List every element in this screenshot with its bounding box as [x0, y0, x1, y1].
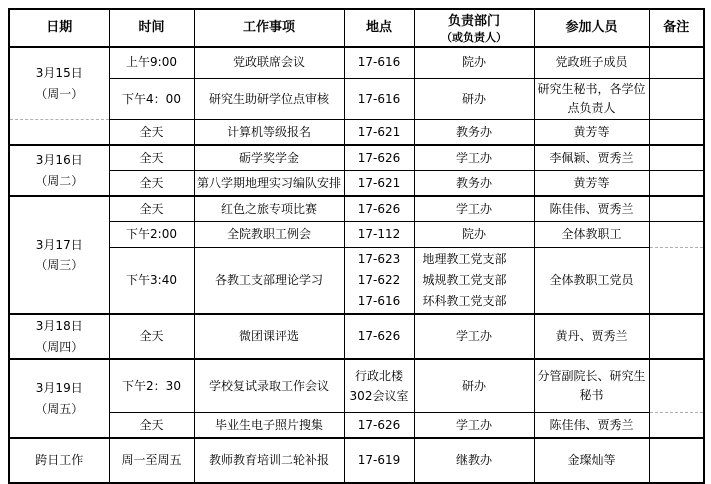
cell-place: [344, 359, 414, 413]
cell-date: [9, 314, 109, 359]
cell-note: [649, 359, 704, 413]
cell-place: 17-616: [344, 47, 414, 79]
place-line: 17-616: [357, 294, 401, 309]
cell-note: [649, 248, 704, 315]
place-line: 17-623: [357, 252, 401, 267]
header-cell-place: 地点: [344, 9, 414, 47]
cell-dept: 教务办: [414, 120, 534, 146]
cell-task: 第八学期地理实习编队安排: [194, 171, 344, 197]
cell-date: [9, 196, 109, 314]
cell-dept: 继教办: [414, 438, 534, 483]
cell-task: 毕业生电子照片搜集: [194, 413, 344, 439]
cell-note: [649, 120, 704, 146]
cell-time: 全天: [109, 413, 194, 439]
cell-time: 下午2:00: [109, 222, 194, 248]
cell-time: 上午9:00: [109, 47, 194, 79]
cell-dept: 院办: [414, 222, 534, 248]
table-row: [9, 222, 704, 248]
date-line1: 3月17日: [35, 237, 83, 252]
dept-line: 城规教工党支部: [422, 273, 507, 288]
cell-task: 全院教职工例会: [194, 222, 344, 248]
table-row: [9, 413, 704, 439]
cell-place: 17-626: [344, 413, 414, 439]
cell-task: 党政联席会议: [194, 47, 344, 79]
dept-line: 地理教工党支部: [422, 252, 507, 267]
date-line1: 3月19日: [35, 381, 83, 396]
cell-time: 全天: [109, 196, 194, 222]
cell-time: 下午2：30: [109, 359, 194, 413]
cell-time: 下午3:40: [109, 248, 194, 315]
cell-place: 17-616: [344, 79, 414, 120]
header-cell-date: 日期: [9, 9, 109, 47]
cell-task: 微团课评选: [194, 314, 344, 359]
cell-participants: 全体教职工党员: [534, 248, 649, 315]
header-cell-time: 时间: [109, 9, 194, 47]
cell-time: 全天: [109, 171, 194, 197]
header-cell-dept: [414, 9, 534, 47]
cell-date: [9, 359, 109, 438]
table-row: [9, 47, 704, 79]
cell-dept: 院办: [414, 47, 534, 79]
cell-task: 教师教育培训二轮补报: [194, 438, 344, 483]
work-schedule-table: [8, 8, 705, 484]
table-row: [9, 314, 704, 359]
cell-note: [649, 438, 704, 483]
date-line1: 3月15日: [35, 66, 83, 81]
cell-participants: 黄芳等: [534, 171, 649, 197]
date-line2: （周二）: [35, 173, 84, 188]
header-cell-task: 工作事项: [194, 9, 344, 47]
header-cell-people: 参加人员: [534, 9, 649, 47]
cell-place: 17-619: [344, 438, 414, 483]
cell-time: 全天: [109, 145, 194, 171]
header-dept-sub: （或负责人）: [441, 30, 507, 44]
cell-time: 全天: [109, 120, 194, 146]
cell-date: [9, 120, 109, 146]
place-line1: 行政北楼: [354, 368, 403, 383]
cell-participants: 黄丹、贾秀兰: [534, 314, 649, 359]
table-row: [9, 145, 704, 171]
cell-time: 周一至周五: [109, 438, 194, 483]
date-line1: 3月18日: [35, 319, 83, 334]
cell-date: 跨日工作: [9, 438, 109, 483]
place-line2: 302会议室: [349, 389, 409, 404]
place-line: 17-622: [357, 273, 401, 288]
cell-participants: 李佩颖、贾秀兰: [534, 145, 649, 171]
table-row: [9, 120, 704, 146]
dept-line: 环科教工党支部: [422, 294, 507, 309]
cell-place: 17-112: [344, 222, 414, 248]
cell-task: 研究生助研学位点审核: [194, 79, 344, 120]
cell-note: [649, 196, 704, 222]
cell-dept: 学工办: [414, 145, 534, 171]
cell-dept: 研办: [414, 359, 534, 413]
date-line1: 3月16日: [35, 153, 83, 168]
cell-participants: 分管副院长、研究生秘书: [534, 359, 649, 413]
header-row: [9, 9, 704, 47]
date-line2: （周四）: [35, 339, 84, 354]
cell-place: 17-626: [344, 196, 414, 222]
cell-participants: 陈佳伟、贾秀兰: [534, 196, 649, 222]
cell-note: [649, 413, 704, 439]
date-line2: （周三）: [35, 258, 84, 273]
table-row: [9, 438, 704, 483]
cell-time: 全天: [109, 314, 194, 359]
cell-dept: 教务办: [414, 171, 534, 197]
table-row: [9, 79, 704, 120]
cell-task: 计算机等级报名: [194, 120, 344, 146]
cell-place: 17-621: [344, 171, 414, 197]
cell-place: 17-626: [344, 145, 414, 171]
table-row: [9, 171, 704, 197]
cell-time: 下午4：00: [109, 79, 194, 120]
cell-task: 学校复试录取工作会议: [194, 359, 344, 413]
date-line2: （周五）: [35, 401, 84, 416]
date-line2: （周一）: [35, 86, 84, 101]
cell-participants: 党政班子成员: [534, 47, 649, 79]
cell-participants: 陈佳伟、贾秀兰: [534, 413, 649, 439]
cell-participants: 全体教职工: [534, 222, 649, 248]
cell-place: 17-626: [344, 314, 414, 359]
header-dept-main: 负责部门: [447, 14, 500, 29]
cell-task: 砺学奖学金: [194, 145, 344, 171]
table-row: [9, 248, 704, 315]
cell-dept: 学工办: [414, 196, 534, 222]
cell-note: [649, 47, 704, 79]
cell-place: [344, 248, 414, 315]
cell-note: [649, 171, 704, 197]
cell-dept: 研办: [414, 79, 534, 120]
cell-participants: 黄芳等: [534, 120, 649, 146]
table-row: [9, 196, 704, 222]
cell-dept: [414, 248, 534, 315]
cell-participants: 研究生秘书，各学位点负责人: [534, 79, 649, 120]
cell-task: 红色之旅专项比赛: [194, 196, 344, 222]
header-cell-note: 备注: [649, 9, 704, 47]
cell-note: [649, 145, 704, 171]
cell-note: [649, 222, 704, 248]
cell-dept: 学工办: [414, 314, 534, 359]
cell-note: [649, 79, 704, 120]
cell-task: 各教工支部理论学习: [194, 248, 344, 315]
cell-date: [9, 47, 109, 120]
cell-date: [9, 145, 109, 196]
cell-dept: 学工办: [414, 413, 534, 439]
cell-participants: 金璨灿等: [534, 438, 649, 483]
cell-note: [649, 314, 704, 359]
table-row: [9, 359, 704, 413]
cell-place: 17-621: [344, 120, 414, 146]
